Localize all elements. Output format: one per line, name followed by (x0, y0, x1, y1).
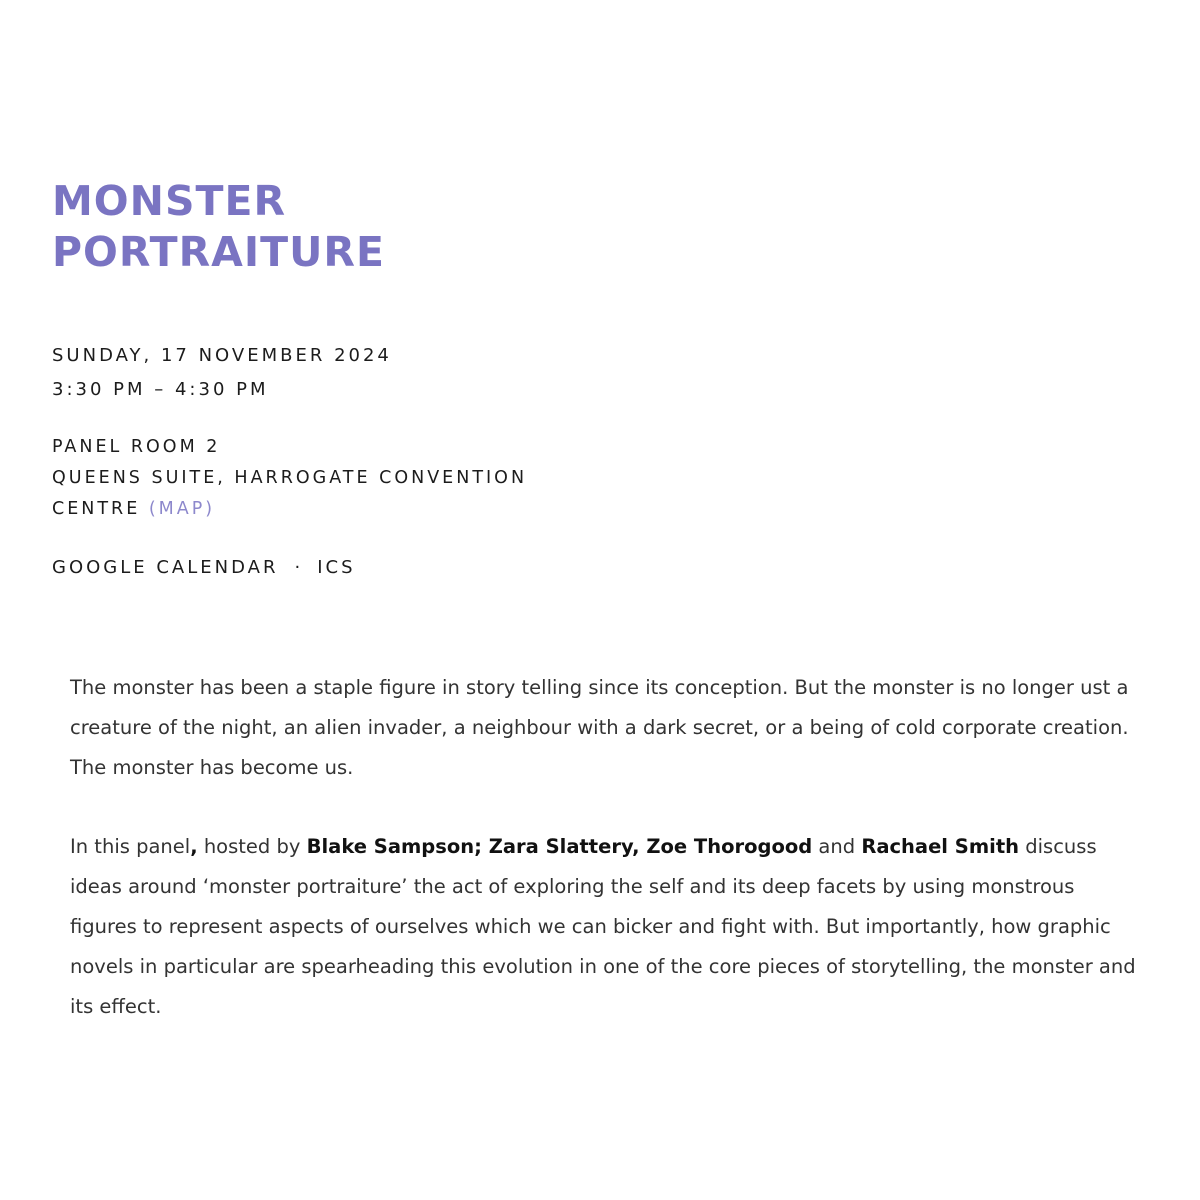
description-hosted: hosted by (197, 835, 307, 858)
description-lead: In this panel (70, 835, 191, 858)
event-date: SUNDAY, 17 NOVEMBER 2024 (52, 345, 392, 366)
event-venue-line-1: QUEENS SUITE, HARROGATE CONVENTION (52, 468, 528, 488)
event-venue-line-2: CENTRE (52, 499, 141, 519)
description-comma: , (190, 835, 198, 858)
description-and: and (812, 835, 862, 858)
event-title-line-2: PORTRAITURE (52, 228, 385, 276)
description-rest: discuss ideas around ‘monster portraiture’ the act of exploring the self and its deep facets by using monstrous figures to represent aspects of ourselves which we can bicker and fight with. But importantly, how graphic novels in particular are spearheading this evolution in one of the core pieces of storytelling, the monster and its effect. (70, 835, 1136, 1018)
event-description (70, 668, 1145, 1066)
google-calendar-link[interactable]: GOOGLE CALENDAR (52, 557, 279, 578)
ics-link[interactable]: ICS (317, 557, 356, 578)
event-time: 3:30 PM – 4:30 PM (52, 379, 269, 400)
event-title (52, 176, 672, 278)
map-link[interactable]: (MAP) (148, 499, 216, 519)
panelist-names-2: Rachael Smith (861, 835, 1020, 858)
calendar-links (52, 553, 672, 583)
panelist-names-1: Blake Sampson; Zara Slattery, Zoe Thorogood (306, 835, 813, 858)
event-location (52, 432, 672, 525)
calendar-separator: · (294, 557, 304, 578)
event-venue-line-2-wrap (52, 494, 672, 525)
event-datetime (52, 339, 672, 407)
description-paragraph-1: The monster has been a staple figure in story telling since its conception. But the monster is no longer ust a creature of the night, an alien invader, a neighbour with a dark secret, or a being of cold corporate creation. The monster has become us. (70, 676, 1129, 779)
description-paragraph-2 (70, 827, 1145, 1027)
event-room: PANEL ROOM 2 (52, 437, 221, 457)
event-title-line-1: MONSTER (52, 177, 287, 225)
